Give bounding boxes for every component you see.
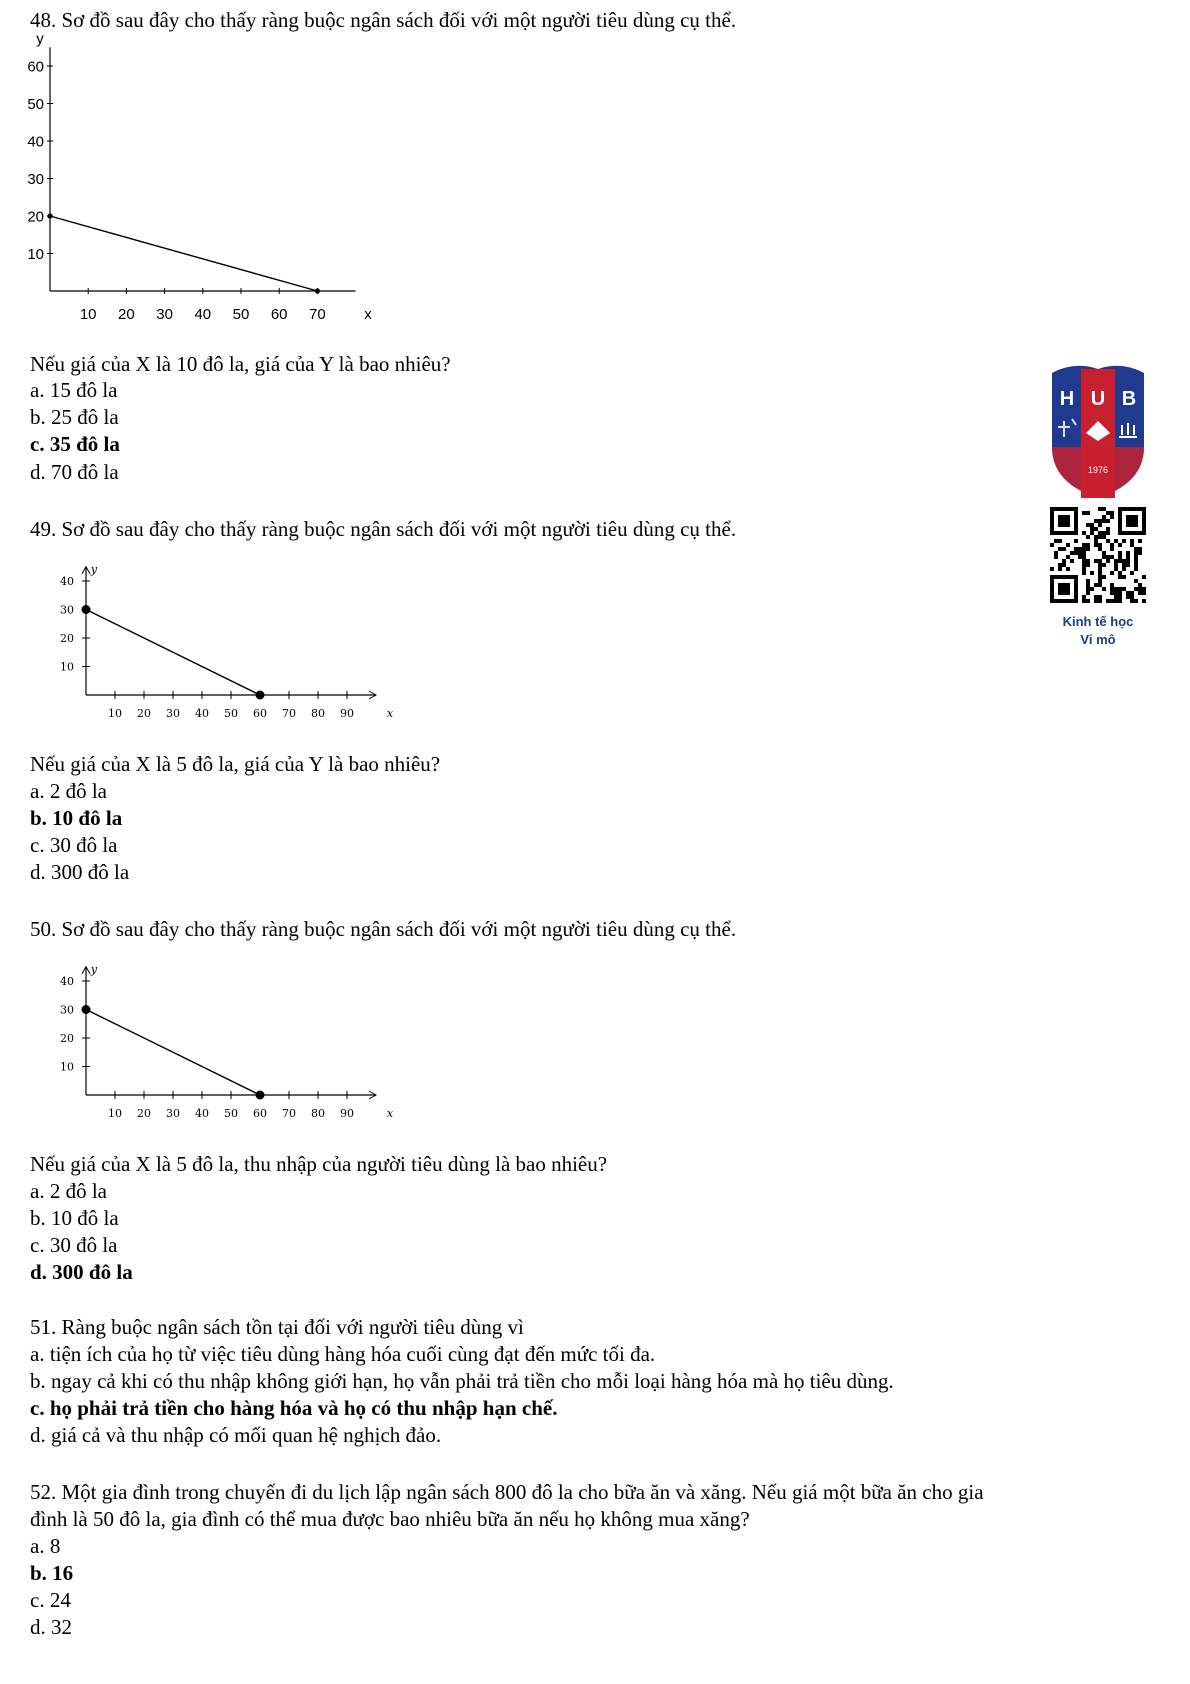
x-tick-label: 10	[108, 707, 122, 717]
qr-module	[1094, 583, 1098, 587]
y-tick-label: 20	[60, 1031, 74, 1045]
x-tick-label: 90	[340, 1107, 354, 1117]
q49-option-d: d. 300 đô la	[30, 860, 130, 884]
qr-module	[1138, 547, 1142, 551]
x-tick-label: 70	[282, 1107, 296, 1117]
y-tick-label: 30	[27, 170, 44, 188]
qr-module	[1098, 595, 1102, 599]
qr-module	[1134, 547, 1138, 551]
qr-module	[1098, 575, 1102, 579]
qr-module	[1114, 559, 1118, 563]
qr-module	[1102, 555, 1106, 559]
qr-module	[1058, 567, 1062, 571]
budget-line	[50, 216, 317, 291]
qr-module	[1078, 555, 1082, 559]
qr-module	[1086, 599, 1090, 603]
q50-question: Nếu giá của X là 5 đô la, thu nhập của người tiêu dùng là bao nhiêu?	[30, 1152, 608, 1176]
x-intercept-point	[256, 691, 265, 700]
qr-module	[1098, 559, 1102, 563]
qr-module	[1094, 527, 1098, 531]
q51-stem: 51. Ràng buộc ngân sách tồn tại đối với người tiêu dùng vì	[30, 1315, 524, 1339]
qr-module	[1066, 543, 1070, 547]
qr-module	[1102, 575, 1106, 579]
qr-module	[1138, 587, 1142, 591]
qr-module	[1058, 563, 1062, 567]
qr-module	[1138, 539, 1142, 543]
qr-module	[1098, 563, 1102, 567]
qr-module	[1098, 543, 1102, 547]
x-intercept-point	[315, 288, 320, 293]
q51-option-d: d. giá cả và thu nhập có mối quan hệ nghịch đảo.	[30, 1423, 442, 1447]
qr-module	[1102, 587, 1106, 591]
qr-module	[1122, 563, 1126, 567]
y-tick-label: 30	[60, 603, 74, 617]
qr-module	[1070, 559, 1074, 563]
y-tick-label: 40	[60, 974, 74, 988]
qr-module	[1122, 539, 1126, 543]
qr-finder-core	[1058, 583, 1070, 595]
qr-module	[1094, 535, 1098, 539]
qr-module	[1098, 523, 1102, 527]
qr-module	[1110, 543, 1114, 547]
qr-module	[1086, 559, 1090, 563]
qr-module	[1098, 547, 1102, 551]
x-tick-label: 80	[311, 707, 325, 717]
q49-stem: 49. Sơ đồ sau đây cho thấy ràng buộc ngân sách đối với một người tiêu dùng cụ thể.	[30, 517, 737, 541]
qr-module	[1082, 543, 1086, 547]
x-tick-label: 40	[195, 1107, 209, 1117]
qr-module	[1118, 571, 1122, 575]
y-intercept-point	[47, 213, 52, 218]
qr-module	[1090, 531, 1094, 535]
qr-module	[1074, 547, 1078, 551]
qr-module	[1110, 515, 1114, 519]
qr-module	[1086, 591, 1090, 595]
chart-q50	[50, 942, 400, 1117]
qr-module	[1110, 555, 1114, 559]
qr-module	[1098, 535, 1102, 539]
qr-module	[1106, 511, 1110, 515]
budget-line	[86, 1010, 260, 1096]
qr-module	[1142, 575, 1146, 579]
logo-pillars-icon	[1119, 423, 1137, 437]
x-axis-label: x	[364, 306, 372, 322]
y-tick-label: 40	[27, 133, 44, 151]
qr-module	[1138, 583, 1142, 587]
qr-module	[1094, 543, 1098, 547]
y-tick-label: 10	[27, 245, 44, 263]
x-tick-label: 30	[166, 707, 180, 717]
qr-code	[1050, 507, 1146, 603]
qr-module	[1106, 559, 1110, 563]
q50-option-c: c. 30 đô la	[30, 1233, 118, 1257]
x-intercept-point	[256, 1091, 265, 1100]
y-tick-label: 10	[60, 660, 74, 674]
qr-module	[1130, 595, 1134, 599]
x-tick-label: 80	[311, 1107, 325, 1117]
qr-module	[1082, 571, 1086, 575]
qr-module	[1094, 539, 1098, 543]
qr-module	[1086, 511, 1090, 515]
x-tick-label: 30	[156, 306, 173, 322]
qr-module	[1142, 591, 1146, 595]
qr-module	[1062, 547, 1066, 551]
qr-module	[1086, 587, 1090, 591]
qr-module	[1118, 559, 1122, 563]
x-tick-label: 60	[253, 707, 267, 717]
logo-letter-u: U	[1090, 388, 1106, 410]
qr-module	[1142, 587, 1146, 591]
y-axis-label: y	[36, 32, 44, 48]
qr-module	[1134, 563, 1138, 567]
qr-module	[1086, 535, 1090, 539]
qr-module	[1102, 519, 1106, 523]
qr-module	[1098, 571, 1102, 575]
qr-module	[1098, 583, 1102, 587]
qr-module	[1106, 531, 1110, 535]
x-tick-label: 40	[195, 707, 209, 717]
qr-module	[1050, 543, 1054, 547]
q48-option-a: a. 15 đô la	[30, 378, 118, 402]
qr-module	[1134, 567, 1138, 571]
qr-module	[1090, 571, 1094, 575]
q49-option-b: b. 10 đô la	[30, 806, 123, 830]
qr-module	[1078, 547, 1082, 551]
q50-option-b: b. 10 đô la	[30, 1206, 119, 1230]
qr-module	[1106, 519, 1110, 523]
x-tick-label: 20	[118, 306, 135, 322]
qr-module	[1126, 591, 1130, 595]
qr-module	[1102, 507, 1106, 511]
qr-module	[1090, 587, 1094, 591]
chart-q49	[50, 542, 400, 717]
qr-module	[1118, 599, 1122, 603]
budget-line	[86, 610, 260, 696]
qr-module	[1114, 539, 1118, 543]
qr-module	[1134, 599, 1138, 603]
qr-module	[1114, 567, 1118, 571]
qr-module	[1054, 539, 1058, 543]
qr-module	[1082, 547, 1086, 551]
q48-option-c: c. 35 đô la	[30, 432, 120, 456]
y-tick-label: 50	[27, 95, 44, 113]
x-tick-label: 60	[253, 1107, 267, 1117]
x-tick-label: 60	[270, 306, 288, 322]
x-axis-label: x	[386, 707, 394, 717]
qr-module	[1082, 563, 1086, 567]
qr-module	[1098, 519, 1102, 523]
qr-module	[1110, 587, 1114, 591]
x-tick-label: 50	[224, 707, 238, 717]
qr-module	[1134, 555, 1138, 559]
q48-option-b: b. 25 đô la	[30, 405, 119, 429]
qr-module	[1086, 523, 1090, 527]
qr-module	[1102, 563, 1106, 567]
logo-year: 1976	[1087, 465, 1109, 475]
qr-module	[1054, 551, 1058, 555]
qr-module	[1082, 551, 1086, 555]
q51-option-b: b. ngay cả khi có thu nhập không giới hạn, họ vẫn phải trả tiền cho mỗi loại hàng hóa mà họ tiêu dùng.	[30, 1369, 894, 1393]
qr-module	[1122, 587, 1126, 591]
qr-module	[1098, 567, 1102, 571]
q48-question: Nếu giá của X là 10 đô la, giá của Y là bao nhiêu?	[30, 352, 451, 376]
qr-module	[1094, 599, 1098, 603]
y-axis-label: y	[90, 562, 98, 576]
x-tick-label: 40	[194, 306, 212, 322]
qr-finder-core	[1058, 515, 1070, 527]
qr-module	[1066, 567, 1070, 571]
qr-module	[1098, 507, 1102, 511]
qr-module	[1118, 551, 1122, 555]
q49-option-a: a. 2 đô la	[30, 779, 107, 803]
qr-module	[1114, 591, 1118, 595]
x-tick-label: 90	[340, 707, 354, 717]
q52-option-d: d. 32	[30, 1615, 72, 1639]
logo-caption-line1: Kinh tế học	[1062, 614, 1134, 629]
qr-module	[1110, 599, 1114, 603]
qr-module	[1094, 595, 1098, 599]
qr-module	[1130, 539, 1134, 543]
q48-option-d: d. 70 đô la	[30, 460, 119, 484]
qr-module	[1086, 579, 1090, 583]
q49-question: Nếu giá của X là 5 đô la, giá của Y là bao nhiêu?	[30, 752, 441, 776]
qr-module	[1126, 563, 1130, 567]
qr-module	[1130, 571, 1134, 575]
x-tick-label: 10	[108, 1107, 122, 1117]
qr-module	[1106, 555, 1110, 559]
logo-letter-b: B	[1121, 388, 1137, 410]
qr-module	[1098, 599, 1102, 603]
qr-module	[1062, 563, 1066, 567]
qr-module	[1130, 543, 1134, 547]
qr-module	[1122, 575, 1126, 579]
y-tick-label: 20	[60, 631, 74, 645]
qr-module	[1114, 599, 1118, 603]
qr-module	[1070, 551, 1074, 555]
qr-module	[1082, 555, 1086, 559]
q51-option-a: a. tiện ích của họ từ việc tiêu dùng hàng hóa cuối cùng đạt đến mức tối đa.	[30, 1342, 656, 1366]
qr-module	[1086, 583, 1090, 587]
logo-caption-line2: Vi mô	[1080, 632, 1116, 647]
x-tick-label: 20	[137, 1107, 151, 1117]
qr-module	[1082, 559, 1086, 563]
qr-module	[1106, 599, 1110, 603]
qr-module	[1134, 559, 1138, 563]
chart-q48	[22, 32, 382, 322]
qr-module	[1118, 591, 1122, 595]
qr-module	[1106, 539, 1110, 543]
q52-stem-line1: 52. Một gia đình trong chuyến đi du lịch lập ngân sách 800 đô la cho bữa ăn và xăng. Nếu giá một bữa ăn cho gia	[30, 1480, 984, 1504]
y-tick-label: 10	[60, 1060, 74, 1074]
qr-module	[1086, 547, 1090, 551]
qr-module	[1086, 543, 1090, 547]
q52-option-c: c. 24	[30, 1588, 71, 1612]
qr-module	[1142, 599, 1146, 603]
qr-module	[1050, 567, 1054, 571]
qr-module	[1118, 595, 1122, 599]
y-axis-label: y	[90, 962, 98, 976]
q52-stem-line2: đình là 50 đô la, gia đình có thể mua được bao nhiêu bữa ăn nếu họ không mua xăng?	[30, 1507, 750, 1531]
qr-finder-core	[1126, 515, 1138, 527]
qr-module	[1082, 599, 1086, 603]
hub-logo	[1048, 355, 1148, 500]
qr-module	[1102, 531, 1106, 535]
qr-module	[1110, 583, 1114, 587]
qr-module	[1130, 591, 1134, 595]
qr-module	[1090, 527, 1094, 531]
qr-module	[1102, 551, 1106, 555]
qr-module	[1058, 539, 1062, 543]
qr-module	[1094, 559, 1098, 563]
qr-module	[1098, 579, 1102, 583]
qr-module	[1062, 559, 1066, 563]
qr-module	[1126, 559, 1130, 563]
qr-module	[1134, 551, 1138, 555]
qr-module	[1058, 547, 1062, 551]
q50-stem: 50. Sơ đồ sau đây cho thấy ràng buộc ngân sách đối với một người tiêu dùng cụ thể.	[30, 917, 737, 941]
qr-module	[1118, 587, 1122, 591]
qr-module	[1110, 591, 1114, 595]
y-tick-label: 40	[60, 574, 74, 588]
y-tick-label: 30	[60, 1003, 74, 1017]
qr-module	[1078, 551, 1082, 555]
qr-module	[1134, 579, 1138, 583]
qr-module	[1082, 531, 1086, 535]
qr-module	[1110, 547, 1114, 551]
qr-module	[1114, 587, 1118, 591]
qr-module	[1102, 515, 1106, 519]
qr-module	[1134, 587, 1138, 591]
x-tick-label: 20	[137, 707, 151, 717]
x-tick-label: 10	[79, 306, 97, 322]
qr-module	[1074, 551, 1078, 555]
x-tick-label: 30	[166, 1107, 180, 1117]
x-tick-label: 50	[232, 306, 250, 322]
qr-module	[1090, 523, 1094, 527]
qr-module	[1110, 511, 1114, 515]
qr-module	[1122, 567, 1126, 571]
q48-stem: 48. Sơ đồ sau đây cho thấy ràng buộc ngân sách đối với một người tiêu dùng cụ thể.	[30, 8, 737, 32]
qr-module	[1082, 567, 1086, 571]
qr-module	[1102, 535, 1106, 539]
x-axis-label: x	[386, 1107, 394, 1117]
y-tick-label: 60	[27, 58, 44, 76]
qr-module	[1126, 551, 1130, 555]
qr-module	[1074, 539, 1078, 543]
qr-module	[1114, 563, 1118, 567]
y-tick-label: 20	[27, 208, 44, 226]
q52-option-b: b. 16	[30, 1561, 74, 1585]
y-intercept-point	[82, 1005, 91, 1014]
qr-module	[1138, 591, 1142, 595]
qr-module	[1138, 551, 1142, 555]
qr-module	[1118, 575, 1122, 579]
qr-module	[1126, 555, 1130, 559]
qr-module	[1082, 595, 1086, 599]
qr-module	[1094, 519, 1098, 523]
q50-option-d: d. 300 đô la	[30, 1260, 133, 1284]
logo-letter-h: H	[1059, 388, 1075, 410]
x-tick-label: 70	[282, 707, 296, 717]
x-tick-label: 50	[224, 1107, 238, 1117]
qr-module	[1098, 531, 1102, 535]
qr-module	[1110, 571, 1114, 575]
qr-module	[1114, 595, 1118, 599]
qr-module	[1118, 555, 1122, 559]
q49-option-c: c. 30 đô la	[30, 833, 118, 857]
qr-module	[1106, 527, 1110, 531]
qr-module	[1130, 599, 1134, 603]
qr-module	[1082, 511, 1086, 515]
qr-module	[1122, 559, 1126, 563]
qr-module	[1126, 595, 1130, 599]
q50-option-a: a. 2 đô la	[30, 1179, 107, 1203]
qr-module	[1054, 555, 1058, 559]
qr-module	[1066, 555, 1070, 559]
y-intercept-point	[82, 605, 91, 614]
x-tick-label: 70	[309, 306, 326, 322]
q51-option-c: c. họ phải trả tiền cho hàng hóa và họ có thu nhập hạn chế.	[30, 1396, 558, 1420]
qr-module	[1086, 563, 1090, 567]
qr-module	[1118, 543, 1122, 547]
q52-option-a: a. 8	[30, 1534, 61, 1558]
